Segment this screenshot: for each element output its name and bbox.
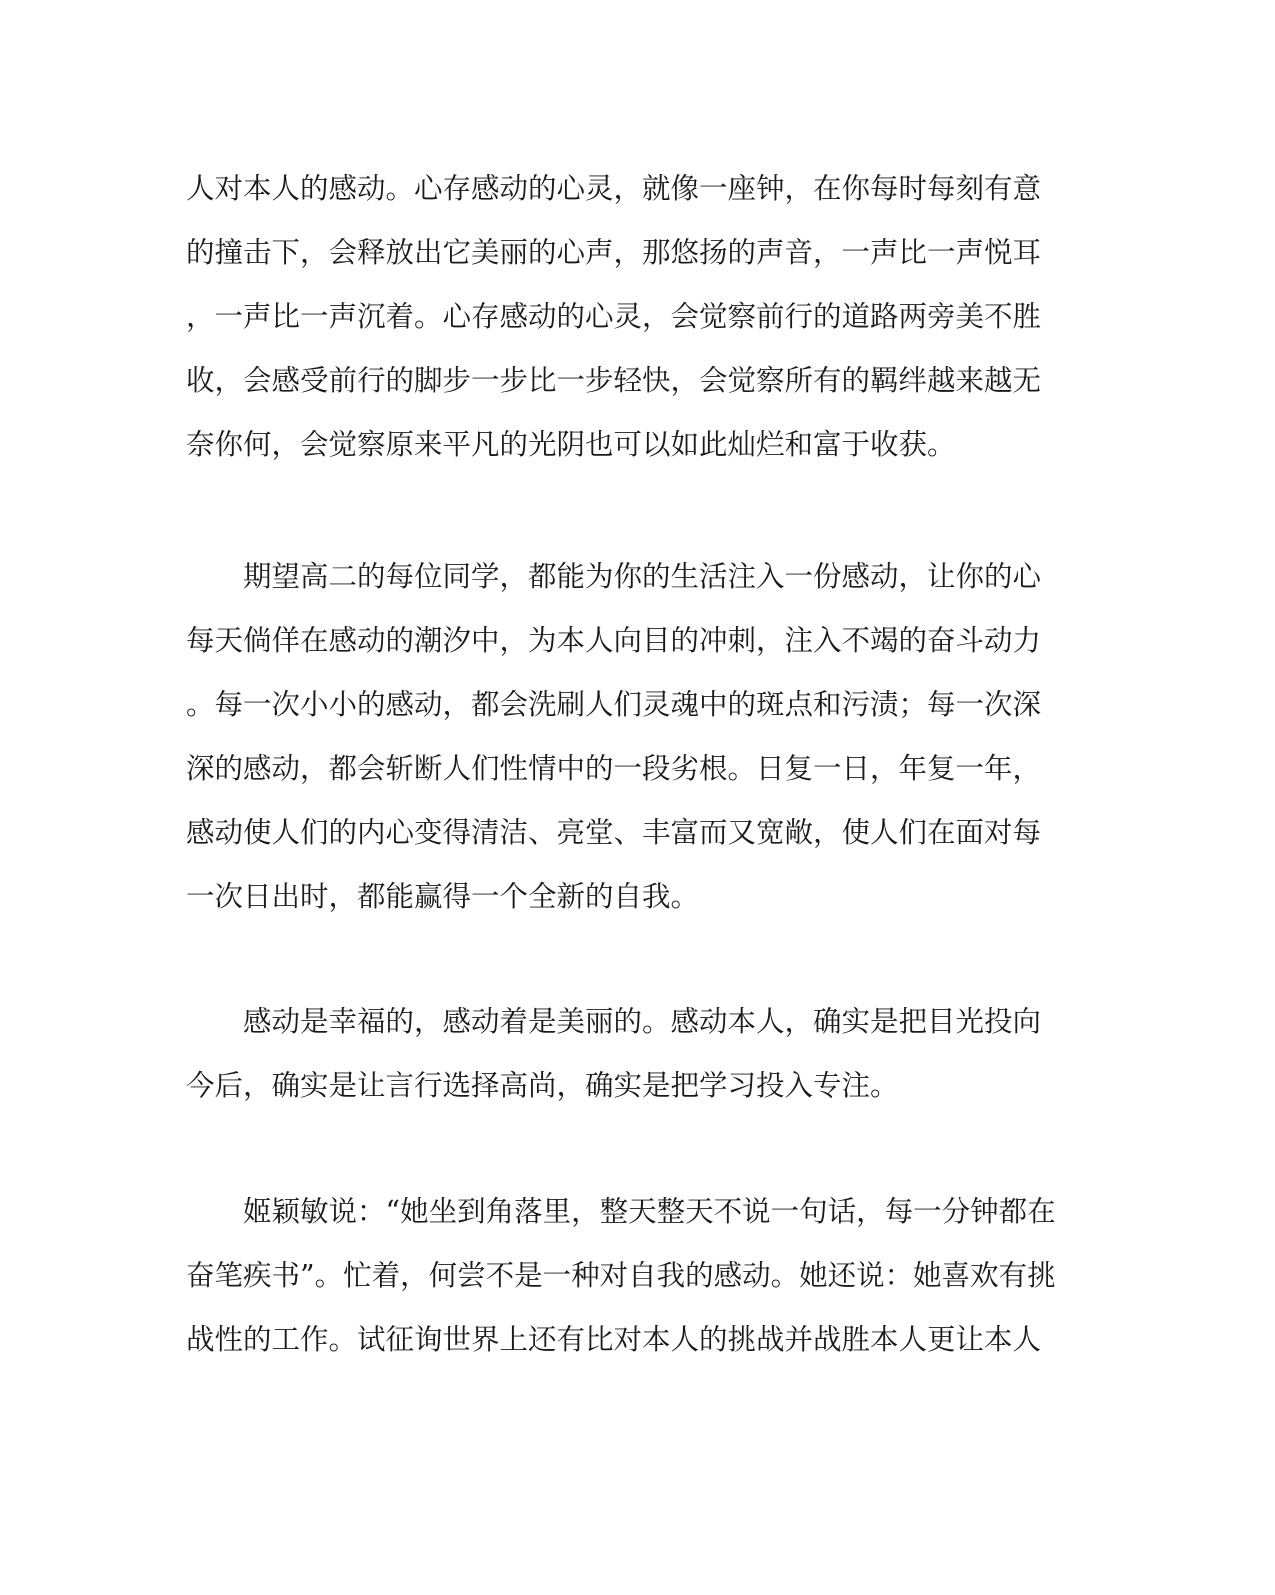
text-line: 感动使人们的内心变得清洁、亮堂、丰富而又宽敞，使人们在面对每 (186, 816, 1042, 849)
text-line: 深的感动，都会斩断人们性情中的一段劣根。日复一日，年复一年， (186, 752, 1042, 785)
text-line: 。每一次小小的感动，都会洗刷人们灵魂中的斑点和污渍；每一次深 (186, 688, 1042, 721)
paragraph-3 (186, 990, 1066, 1118)
text-line: 姬颖敏说：“她坐到角落里，整天整天不说一句话，每一分钟都在 (186, 1195, 1056, 1228)
text-line: 奈你何，会觉察原来平凡的光阴也可以如此灿烂和富于收获。 (186, 428, 956, 461)
text-line: 每天倘佯在感动的潮汐中，为本人向目的冲刺，注入不竭的奋斗动力 (186, 624, 1042, 657)
text-line: 奋笔疾书”。忙着，何尝不是一种对自我的感动。她还说：她喜欢有挑 (186, 1259, 1056, 1292)
paragraph-2 (186, 545, 1066, 929)
paragraph-4 (186, 1180, 1066, 1372)
text-line: 感动是幸福的，感动着是美丽的。感动本人，确实是把目光投向 (186, 1005, 1042, 1038)
text-line: 一次日出时，都能赢得一个全新的自我。 (186, 880, 700, 913)
text-line: 的撞击下，会释放出它美丽的心声，那悠扬的声音，一声比一声悦耳 (186, 236, 1042, 269)
text-line: 期望高二的每位同学，都能为你的生活注入一份感动，让你的心 (186, 560, 1042, 593)
text-line: 收，会感受前行的脚步一步比一步轻快，会觉察所有的羁绊越来越无 (186, 364, 1042, 397)
text-line: ，一声比一声沉着。心存感动的心灵，会觉察前行的道路两旁美不胜 (186, 300, 1042, 333)
paragraph-1 (186, 157, 1066, 477)
text-line: 战性的工作。试征询世界上还有比对本人的挑战并战胜本人更让本人 (186, 1323, 1042, 1356)
text-line: 今后，确实是让言行选择高尚，确实是把学习投入专注。 (186, 1069, 899, 1102)
text-line: 人对本人的感动。心存感动的心灵，就像一座钟，在你每时每刻有意 (186, 172, 1042, 205)
